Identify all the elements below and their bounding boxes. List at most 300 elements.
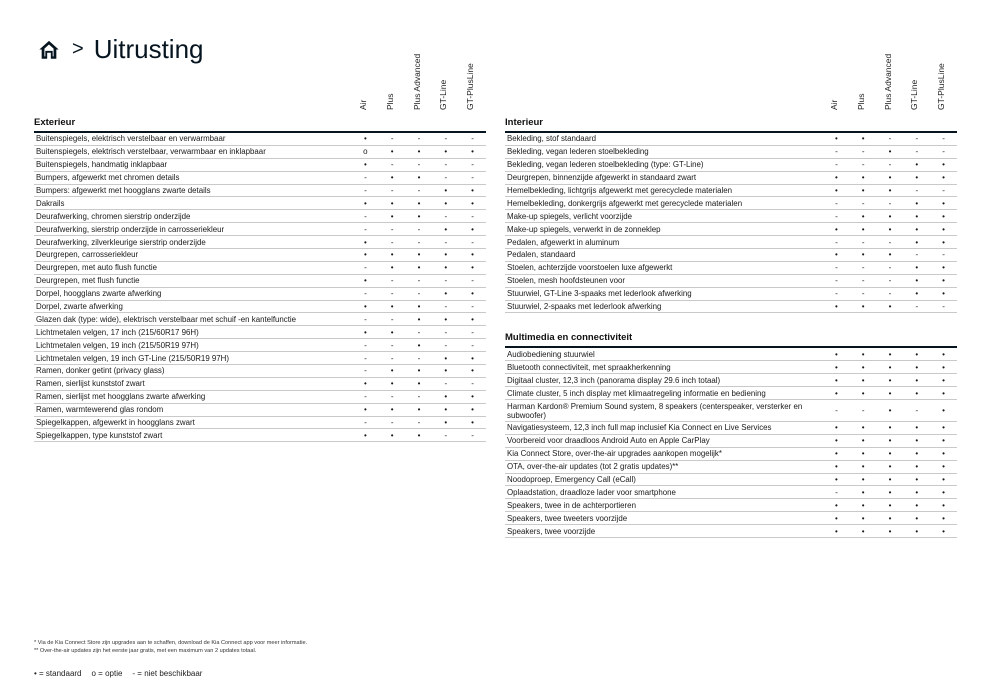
table-row [34, 313, 486, 326]
section-title-exterieur: Exterieur [34, 117, 76, 128]
availability-cell: - [364, 392, 367, 402]
availability-cell: • [942, 173, 945, 183]
table-row [34, 378, 486, 391]
feature-label: Navigatiesysteem, 12,3 inch full map inclusief Kia Connect en Live Services [507, 423, 772, 433]
availability-cell: • [915, 173, 919, 183]
table-row [505, 435, 957, 448]
availability-cell: - [417, 327, 421, 337]
table-row [34, 352, 486, 365]
feature-label: Lichtmetalen velgen, 19 inch GT-Line (215/50R19 97H) [36, 353, 229, 363]
feature-label: Kia Connect Store, over-the-air upgrades aankopen mogelijk* [507, 449, 722, 459]
feature-label: Oplaadstation, draadloze lader voor smartphone [507, 487, 676, 497]
availability-cell: • [834, 134, 838, 144]
availability-cell: • [834, 388, 838, 398]
availability-cell: • [471, 314, 474, 324]
availability-cell: - [364, 418, 367, 428]
availability-cell: • [861, 487, 865, 497]
availability-cell: • [888, 449, 892, 459]
availability-cell: • [915, 362, 919, 372]
availability-cell: • [444, 405, 448, 415]
availability-cell: • [444, 186, 448, 195]
availability-cell: - [835, 263, 838, 273]
availability-cell: • [861, 526, 865, 536]
availability-cell: - [444, 211, 448, 221]
availability-cell: • [834, 186, 838, 195]
table-row [34, 172, 486, 185]
availability-cell: - [417, 224, 421, 234]
availability-cell: - [444, 160, 448, 170]
availability-cell: • [942, 224, 945, 234]
availability-cell: • [834, 375, 838, 385]
column-header-air: Air [829, 99, 839, 110]
availability-cell: • [915, 513, 919, 523]
table-row [505, 223, 957, 236]
feature-label: Voorbereid voor draadloos Android Auto en Apple CarPlay [507, 436, 710, 446]
table-row [505, 172, 957, 185]
table-row [34, 339, 486, 352]
availability-cell: - [861, 160, 865, 170]
availability-cell: • [861, 211, 865, 221]
column-header-gt-line: GT-Line [438, 79, 448, 110]
availability-cell: • [471, 147, 474, 157]
availability-cell: • [888, 406, 892, 416]
availability-cell: - [835, 487, 838, 497]
feature-label: Speakers, twee voorzijde [507, 526, 596, 536]
availability-cell: • [861, 224, 865, 234]
availability-cell: - [390, 186, 394, 195]
availability-cell: • [915, 500, 919, 510]
table-row [505, 159, 957, 172]
availability-cell: • [888, 147, 892, 157]
feature-label: Spiegelkappen, afgewerkt in hoogglans zwart [36, 418, 195, 428]
table-row [505, 361, 957, 374]
availability-cell: • [363, 327, 367, 337]
table-row [505, 486, 957, 499]
table-row [505, 185, 957, 198]
availability-cell: • [417, 250, 421, 260]
table-row [34, 275, 486, 288]
exterieur-table [34, 133, 486, 442]
feature-label: Deurgrepen, met auto flush functie [36, 263, 158, 273]
availability-cell: - [364, 186, 367, 195]
feature-label: Hemelbekleding, lichtgrijs afgewerkt met gerecyclede materialen [507, 186, 732, 195]
availability-cell: • [417, 147, 421, 157]
availability-cell: - [888, 263, 892, 273]
availability-cell: - [444, 276, 448, 286]
feature-label: Stoelen, achterzijde voorstoelen luxe afgewerkt [507, 263, 673, 273]
availability-cell: - [390, 418, 394, 428]
availability-cell: • [942, 160, 945, 170]
availability-cell: - [471, 134, 474, 144]
availability-cell: • [915, 211, 919, 221]
availability-cell: - [417, 160, 421, 170]
availability-cell: • [471, 263, 474, 273]
availability-cell: • [861, 362, 865, 372]
availability-cell: • [915, 526, 919, 536]
table-row [505, 400, 957, 422]
availability-cell: • [861, 349, 865, 359]
availability-cell: - [471, 276, 474, 286]
availability-cell: • [942, 263, 945, 273]
availability-cell: - [417, 392, 421, 402]
availability-cell: • [888, 526, 892, 536]
availability-cell: • [834, 462, 838, 472]
availability-cell: - [390, 289, 394, 299]
availability-cell: - [888, 160, 892, 170]
feature-label: Deurafwerking, sierstrip onderzijde in carrosseriekleur [36, 224, 225, 234]
availability-cell: • [834, 475, 838, 485]
availability-cell: - [417, 289, 421, 299]
feature-label: Speakers, twee tweeters voorzijde [507, 513, 628, 523]
table-row [505, 133, 957, 146]
availability-cell: • [942, 513, 945, 523]
availability-cell: • [471, 250, 474, 260]
availability-cell: - [444, 173, 448, 183]
column-headers [34, 50, 486, 112]
column-header-gt-plusline: GT-PlusLine [936, 63, 946, 110]
footnote: ** Over-the-air updates zijn het eerste jaar gratis, met een maximum van 2 updates totaal. [34, 648, 257, 654]
availability-cell: • [915, 423, 919, 433]
availability-cell: - [471, 160, 474, 170]
table-row [34, 262, 486, 275]
availability-cell: - [390, 392, 394, 402]
availability-cell: • [417, 366, 421, 376]
feature-label: Speakers, twee in de achterportieren [507, 500, 636, 510]
availability-cell: - [364, 340, 367, 350]
feature-label: Deurafwerking, zilverkleurige sierstrip onderzijde [36, 237, 206, 247]
availability-cell: - [942, 186, 945, 195]
availability-cell: • [471, 418, 474, 428]
table-row [34, 429, 486, 442]
availability-cell: • [444, 250, 448, 260]
availability-cell: - [835, 147, 838, 157]
availability-cell: • [363, 134, 367, 144]
availability-cell: - [888, 198, 892, 208]
availability-cell: • [942, 198, 945, 208]
table-row [34, 185, 486, 198]
availability-cell: • [942, 436, 945, 446]
availability-cell: • [861, 388, 865, 398]
availability-cell: • [915, 475, 919, 485]
availability-cell: • [834, 449, 838, 459]
availability-cell: • [471, 198, 474, 208]
interieur-panel [505, 50, 957, 538]
availability-cell: - [888, 289, 892, 299]
availability-cell: - [915, 302, 919, 312]
availability-cell: • [417, 302, 421, 312]
availability-cell: - [390, 134, 394, 144]
table-row [34, 197, 486, 210]
feature-label: Bekleding, stof standaard [507, 134, 597, 144]
availability-cell: • [888, 186, 892, 195]
availability-cell: • [915, 436, 919, 446]
availability-cell: - [417, 134, 421, 144]
table-row [505, 146, 957, 159]
table-row [34, 391, 486, 404]
table-row [505, 525, 957, 538]
availability-cell: - [417, 237, 421, 247]
feature-label: Dakrails [36, 198, 65, 208]
availability-cell: • [390, 430, 394, 440]
column-headers [505, 50, 957, 112]
feature-label: Make-up spiegels, verlicht voorzijde [507, 211, 632, 221]
availability-cell: • [834, 250, 838, 260]
availability-cell: • [942, 211, 945, 221]
availability-cell: • [390, 173, 394, 183]
column-header-plus: Plus [385, 93, 395, 110]
table-row [34, 159, 486, 172]
feature-label: Stuurwiel, 2-spaaks met lederlook afwerking [507, 302, 662, 312]
table-row [34, 326, 486, 339]
availability-cell: • [834, 173, 838, 183]
availability-cell: • [942, 362, 945, 372]
column-header-air: Air [358, 99, 368, 110]
feature-label: Deurgrepen, carrosseriekleur [36, 250, 139, 260]
availability-cell: • [834, 224, 838, 234]
feature-label: Bumpers: afgewerkt met hoogglans zwarte details [36, 186, 211, 195]
table-row [505, 236, 957, 249]
availability-cell: • [888, 211, 892, 221]
availability-cell: • [834, 302, 838, 312]
availability-cell: - [835, 211, 838, 221]
availability-cell: • [390, 263, 394, 273]
availability-cell: - [444, 379, 448, 389]
availability-cell: • [861, 513, 865, 523]
availability-cell: - [471, 302, 474, 312]
feature-label: Deurafwerking, chromen sierstrip onderzijde [36, 211, 191, 221]
table-row [505, 512, 957, 525]
availability-cell: • [861, 186, 865, 195]
availability-cell: • [915, 449, 919, 459]
table-row [505, 348, 957, 361]
availability-cell: - [835, 160, 838, 170]
feature-label: Buitenspiegels, elektrisch verstelbaar, verwarmbaar en inklapbaar [36, 147, 266, 157]
table-row [34, 133, 486, 146]
availability-cell: • [444, 224, 448, 234]
availability-cell: • [942, 349, 945, 359]
availability-cell: - [861, 276, 865, 286]
availability-cell: • [915, 462, 919, 472]
availability-cell: • [471, 366, 474, 376]
availability-cell: - [861, 289, 865, 299]
feature-label: Pedalen, afgewerkt in aluminum [507, 237, 620, 247]
table-row [34, 417, 486, 430]
availability-cell: • [942, 449, 945, 459]
availability-cell: • [444, 366, 448, 376]
section-title-interieur: Interieur [505, 117, 544, 128]
availability-cell: • [417, 405, 421, 415]
availability-cell: • [888, 487, 892, 497]
availability-cell: - [942, 147, 945, 157]
availability-cell: • [888, 423, 892, 433]
availability-cell: • [861, 500, 865, 510]
availability-cell: - [471, 379, 474, 389]
availability-cell: • [942, 462, 945, 472]
availability-cell: • [471, 289, 474, 299]
availability-cell: • [861, 250, 865, 260]
availability-cell: - [861, 147, 865, 157]
feature-label: Digitaal cluster, 12,3 inch (panorama display 29.6 inch totaal) [507, 375, 721, 385]
availability-cell: • [363, 276, 367, 286]
availability-cell: - [364, 353, 367, 363]
availability-cell: • [444, 392, 448, 402]
availability-cell: • [363, 302, 367, 312]
availability-cell: • [861, 134, 865, 144]
availability-cell: - [390, 276, 394, 286]
availability-cell: • [390, 147, 394, 157]
table-row [505, 461, 957, 474]
availability-cell: • [834, 423, 838, 433]
availability-cell: - [888, 237, 892, 247]
interieur-table [505, 133, 957, 313]
availability-cell: • [915, 276, 919, 286]
availability-cell: - [915, 406, 919, 416]
availability-cell: • [942, 276, 945, 286]
feature-label: Make-up spiegels, verwerkt in de zonneklep [507, 224, 661, 234]
availability-cell: - [942, 250, 945, 260]
availability-cell: - [471, 430, 474, 440]
table-row [505, 422, 957, 435]
availability-cell: • [363, 237, 367, 247]
availability-cell: - [888, 276, 892, 286]
availability-cell: - [942, 134, 945, 144]
availability-cell: • [390, 302, 394, 312]
legend-option: o = optie [91, 669, 123, 678]
table-row [34, 288, 486, 301]
availability-cell: • [417, 379, 421, 389]
availability-cell: • [915, 375, 919, 385]
feature-label: Deurgrepen, binnenzijde afgewerkt in standaard zwart [507, 173, 697, 183]
availability-cell: - [444, 237, 448, 247]
table-row [34, 146, 486, 159]
availability-cell: • [471, 405, 474, 415]
availability-cell: • [834, 500, 838, 510]
feature-label: Glazen dak (type: wide), elektrisch verstelbaar met schuif -en kantelfunctie [36, 314, 297, 324]
availability-cell: - [444, 430, 448, 440]
feature-label: Deurgrepen, met flush functie [36, 276, 140, 286]
availability-cell: - [471, 211, 474, 221]
column-header-plus-advanced: Plus Advanced [883, 53, 893, 110]
feature-label: Ramen, warmtewerend glas rondom [36, 405, 164, 415]
feature-label: Buitenspiegels, elektrisch verstelbaar en verwarmbaar [36, 134, 226, 144]
table-row [505, 210, 957, 223]
availability-cell: - [861, 198, 865, 208]
availability-cell: • [444, 198, 448, 208]
table-row [34, 236, 486, 249]
availability-cell: - [417, 418, 421, 428]
availability-cell: - [390, 237, 394, 247]
availability-cell: • [834, 436, 838, 446]
table-row [34, 210, 486, 223]
footnotes [34, 639, 307, 655]
feature-label: Climate cluster, 5 inch display met klimaatregeling informatie en bediening [507, 388, 766, 398]
availability-cell: - [364, 314, 367, 324]
availability-cell: • [942, 375, 945, 385]
availability-cell: - [444, 302, 448, 312]
page-title: Uitrusting [93, 34, 204, 64]
availability-cell: • [417, 173, 421, 183]
section-title-multimedia: Multimedia en connectiviteit [505, 332, 633, 344]
table-row [505, 387, 957, 400]
availability-cell: • [888, 302, 892, 312]
feature-label: Bluetooth connectiviteit, met spraakherkenning [507, 362, 671, 372]
availability-cell: • [861, 449, 865, 459]
feature-label: Lichtmetalen velgen, 17 inch (215/60R17 96H) [36, 327, 199, 337]
table-row [505, 197, 957, 210]
availability-cell: • [942, 388, 945, 398]
availability-cell: • [942, 423, 945, 433]
availability-cell: - [861, 406, 865, 416]
footnote: * Via de Kia Connect Store zijn upgrades aan te schaffen, download de Kia Connect app voor meer informatie. [34, 640, 308, 646]
availability-cell: • [363, 430, 367, 440]
breadcrumb-separator: > [72, 38, 84, 60]
availability-cell: - [471, 340, 474, 350]
availability-cell: • [444, 147, 448, 157]
availability-cell: • [942, 487, 945, 497]
availability-cell: - [861, 237, 865, 247]
availability-cell: - [915, 147, 919, 157]
availability-cell: - [364, 173, 367, 183]
availability-cell: • [390, 198, 394, 208]
availability-cell: - [417, 276, 421, 286]
availability-cell: • [834, 349, 838, 359]
availability-cell: - [364, 211, 367, 221]
availability-cell: • [444, 418, 448, 428]
availability-cell: • [942, 526, 945, 536]
table-row [34, 301, 486, 314]
availability-cell: - [417, 186, 421, 195]
table-row [34, 404, 486, 417]
availability-cell: • [915, 224, 919, 234]
availability-cell: - [861, 263, 865, 273]
column-header-plus: Plus [856, 93, 866, 110]
availability-cell: - [835, 289, 838, 299]
availability-cell: • [942, 475, 945, 485]
feature-label: Hemelbekleding, donkergrijs afgewerkt met gerecyclede materialen [507, 198, 743, 208]
availability-cell: - [835, 237, 838, 247]
availability-cell: • [444, 353, 448, 363]
availability-cell: - [364, 224, 367, 234]
availability-cell: • [834, 362, 838, 372]
table-row [505, 499, 957, 512]
availability-cell: • [417, 314, 421, 324]
availability-cell: • [390, 366, 394, 376]
availability-cell: • [888, 475, 892, 485]
availability-cell: • [363, 198, 367, 208]
availability-cell: - [390, 353, 394, 363]
feature-label: Ramen, sierlijst kunststof zwart [36, 379, 145, 389]
availability-cell: • [861, 173, 865, 183]
availability-cell: • [471, 224, 474, 234]
availability-cell: • [861, 302, 865, 312]
column-header-gt-line: GT-Line [909, 79, 919, 110]
availability-cell: • [444, 263, 448, 273]
availability-cell: • [861, 475, 865, 485]
legend [34, 669, 202, 678]
availability-cell: • [861, 375, 865, 385]
table-row [505, 275, 957, 288]
availability-cell: - [471, 173, 474, 183]
availability-cell: • [861, 462, 865, 472]
availability-cell: • [942, 237, 945, 247]
feature-label: Ramen, donker getint (privacy glass) [36, 366, 165, 376]
availability-cell: • [915, 237, 919, 247]
table-row [505, 374, 957, 387]
availability-cell: - [364, 289, 367, 299]
availability-cell: • [417, 340, 421, 350]
feature-label: Stuurwiel, GT-Line 3-spaaks met lederlook afwerking [507, 289, 692, 299]
availability-cell: - [390, 314, 394, 324]
